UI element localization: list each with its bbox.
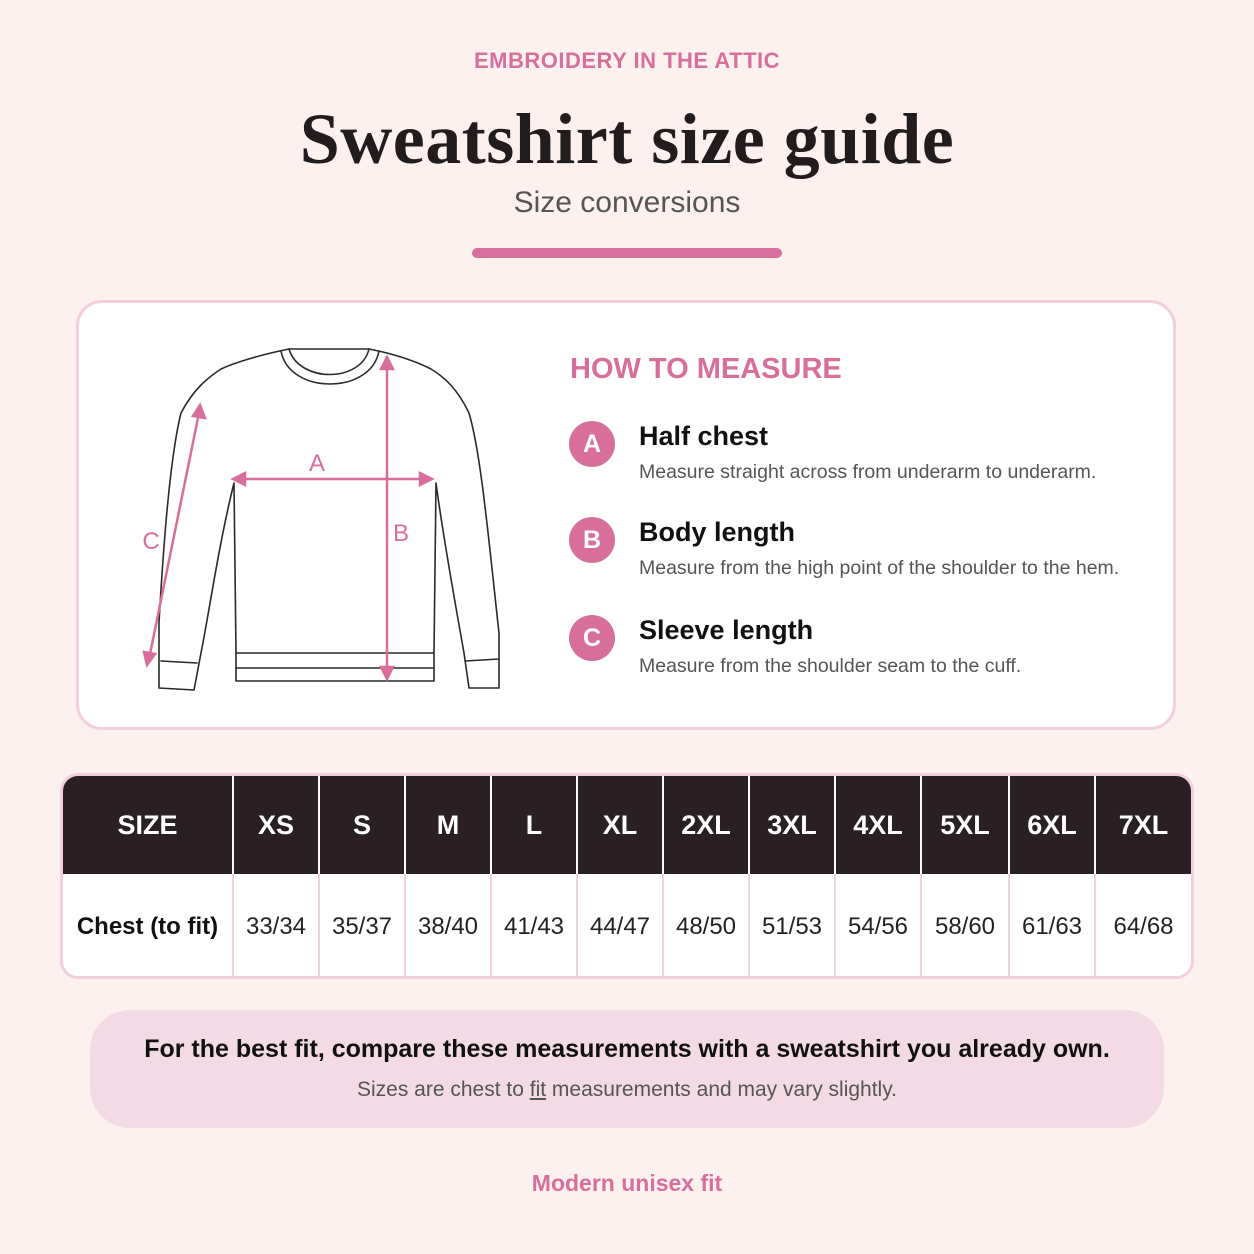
- how-to-measure-title: HOW TO MEASURE: [570, 353, 842, 385]
- size-header-cell: M: [406, 776, 492, 874]
- size-table: [60, 773, 1194, 979]
- sweatshirt-outline: [159, 349, 499, 690]
- chest-value-cell: 35/37: [320, 874, 406, 979]
- step-description: Measure from the high point of the shoulder to the hem.: [639, 557, 1120, 579]
- size-header-cell: 2XL: [664, 776, 750, 874]
- chest-value-cell: 38/40: [406, 874, 492, 979]
- sweatshirt-diagram: [139, 343, 519, 703]
- size-header-row: [63, 776, 1191, 874]
- step-title: Half chest: [639, 421, 769, 451]
- step-title: Sleeve length: [639, 615, 814, 645]
- fit-note-sub-underlined: fit: [529, 1078, 547, 1101]
- size-header-cell: S: [320, 776, 406, 874]
- fit-note-sub-after: measurements and may vary slightly.: [546, 1078, 897, 1101]
- chest-value-cell: 44/47: [578, 874, 664, 979]
- brand-name: EMBROIDERY IN THE ATTIC: [473, 48, 781, 73]
- chest-row: [63, 874, 1191, 979]
- label-c: C: [142, 528, 160, 555]
- label-a: A: [308, 450, 326, 477]
- how-to-measure-card: [76, 300, 1176, 730]
- chest-value-cell: 33/34: [234, 874, 320, 979]
- chest-value-cell: 58/60: [922, 874, 1010, 979]
- chest-row-label: Chest (to fit): [63, 874, 234, 979]
- title-divider: [472, 248, 782, 258]
- step-title: Body length: [639, 517, 795, 547]
- fit-note-sub-before: Sizes are chest to: [356, 1078, 530, 1101]
- page-title: Sweatshirt size guide: [299, 99, 955, 179]
- chest-value-cell: 51/53: [750, 874, 836, 979]
- chest-value-cell: 61/63: [1010, 874, 1096, 979]
- size-header-cell: 6XL: [1010, 776, 1096, 874]
- badge-b: B: [569, 517, 615, 563]
- label-b: B: [392, 520, 410, 547]
- size-header-cell: L: [492, 776, 578, 874]
- chest-value-cell: 41/43: [492, 874, 578, 979]
- fit-note-sub: [90, 1078, 1164, 1102]
- fit-note: [90, 1010, 1164, 1128]
- size-header-cell: 5XL: [922, 776, 1010, 874]
- fit-note-main: For the best fit, compare these measurements with a sweatshirt you already own.: [144, 1035, 1110, 1063]
- page-subtitle: Size conversions: [513, 186, 741, 219]
- size-header-cell: XL: [578, 776, 664, 874]
- size-header-cell: 7XL: [1118, 809, 1169, 840]
- size-header-cell: 3XL: [750, 776, 836, 874]
- chest-value-cell: 48/50: [664, 874, 750, 979]
- badge-c: C: [569, 615, 615, 661]
- size-header-cell: XS: [234, 776, 320, 874]
- step-description: Measure straight across from underarm to underarm.: [639, 461, 1097, 483]
- step-description: Measure from the shoulder seam to the cuff.: [639, 655, 1022, 677]
- size-header-cell: 4XL: [836, 776, 922, 874]
- chest-value-cell: 64/68: [1113, 912, 1174, 940]
- footer-tagline: Modern unisex fit: [531, 1170, 723, 1196]
- chest-value-cell: 54/56: [836, 874, 922, 979]
- collar: [289, 349, 369, 375]
- size-header-label: SIZE: [63, 776, 234, 874]
- badge-a: A: [569, 421, 615, 467]
